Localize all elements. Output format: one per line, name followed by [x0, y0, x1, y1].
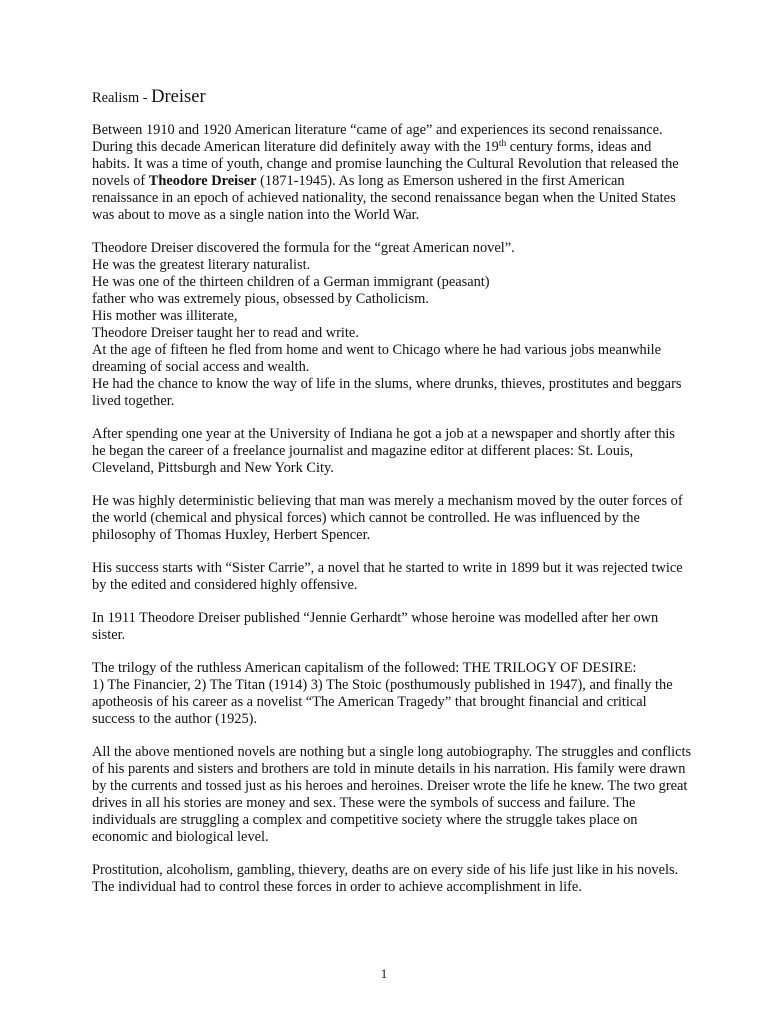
- page-number: 1: [380, 966, 388, 981]
- paragraph-intro: [92, 122, 692, 224]
- paragraph-autobiography: All the above mentioned novels are nothing but a single long autobiography. The struggles and conflicts of his parents and sisters and brothers are told in minute details in his narration. His family were drawn by the currents and tossed just as his heroes and heroines. Dreiser wrote the life he knew. The two great drives in all his stories are money and sex. These were the symbols of success and failure. The individuals are struggling a complex and competitive society where the struggle takes place on economic and biological level.: [92, 744, 692, 845]
- bio-line: Theodore Dreiser discovered the formula for the “great American novel”.: [92, 240, 515, 256]
- bio-line: He was one of the thirteen children of a German immigrant (peasant): [92, 274, 490, 290]
- document-page: [92, 86, 692, 912]
- trilogy-line: 1) The Financier, 2) The Titan (1914) 3) The Stoic (posthumously published in 1947), and finally the apotheosis of his career as a novelist “The American Tragedy” that brought financial and critical success to the author (1925).: [92, 677, 673, 727]
- bio-line: Theodore Dreiser taught her to read and write.: [92, 325, 359, 341]
- intro-text-a: Between 1910 and 1920 American literature “came of age” and experiences its second renaissance. During this decade American literature did definitely away with the 19: [92, 122, 663, 155]
- bio-line: He had the chance to know the way of life in the slums, where drunks, thieves, prostitutes and beggars lived together.: [92, 376, 682, 409]
- intro-text-c: (1871-1945). As long as Emerson ushered in the first American renaissance in an epoch of achieved nationality, the second renaissance began when the United States was about to move as a single nation into the World War.: [92, 173, 676, 223]
- paragraph-trilogy: [92, 660, 692, 728]
- paragraph-forces: Prostitution, alcoholism, gambling, thievery, deaths are on every side of his life just like in his novels. The individual had to control these forces in order to achieve accomplishment in life.: [92, 862, 679, 895]
- bio-line: At the age of fifteen he fled from home and went to Chicago where he had various jobs meanwhile dreaming of social access and wealth.: [92, 342, 662, 375]
- paragraph-career: After spending one year at the University of Indiana he got a job at a newspaper and shortly after this he began the career of a freelance journalist and magazine editor at different places: St. Louis, Cleveland, Pittsburgh and New York City.: [92, 426, 676, 476]
- author-name-bold: Theodore Dreiser: [148, 173, 257, 189]
- trilogy-line: The trilogy of the ruthless American capitalism of the followed: THE TRILOGY OF DESIRE:: [92, 660, 637, 676]
- bio-line: His mother was illiterate,: [92, 308, 238, 324]
- page-title: [92, 86, 692, 108]
- bio-line: He was the greatest literary naturalist.: [92, 257, 311, 273]
- paragraph-sister-carrie: His success starts with “Sister Carrie”, a novel that he started to write in 1899 but it was rejected twice by the edited and considered highly offensive.: [92, 560, 683, 593]
- paragraph-determinism: He was highly deterministic believing that man was merely a mechanism moved by the outer forces of the world (chemical and physical forces) which cannot be controlled. He was influenced by the philosophy of Thomas Huxley, Herbert Spencer.: [92, 493, 683, 543]
- paragraph-jennie-gerhardt: In 1911 Theodore Dreiser published “Jennie Gerhardt” whose heroine was modelled after her own sister.: [92, 610, 659, 643]
- paragraph-biography: [92, 240, 692, 410]
- intro-text-b: century forms, ideas and habits. It was a time of youth, change and promise launching the Cultural Revolution that released the novels of: [92, 139, 679, 189]
- title-main: Dreiser: [151, 87, 206, 107]
- bio-line: father who was extremely pious, obsessed by Catholicism.: [92, 291, 429, 307]
- intro-superscript: th: [498, 139, 507, 149]
- title-prefix: Realism -: [92, 90, 152, 106]
